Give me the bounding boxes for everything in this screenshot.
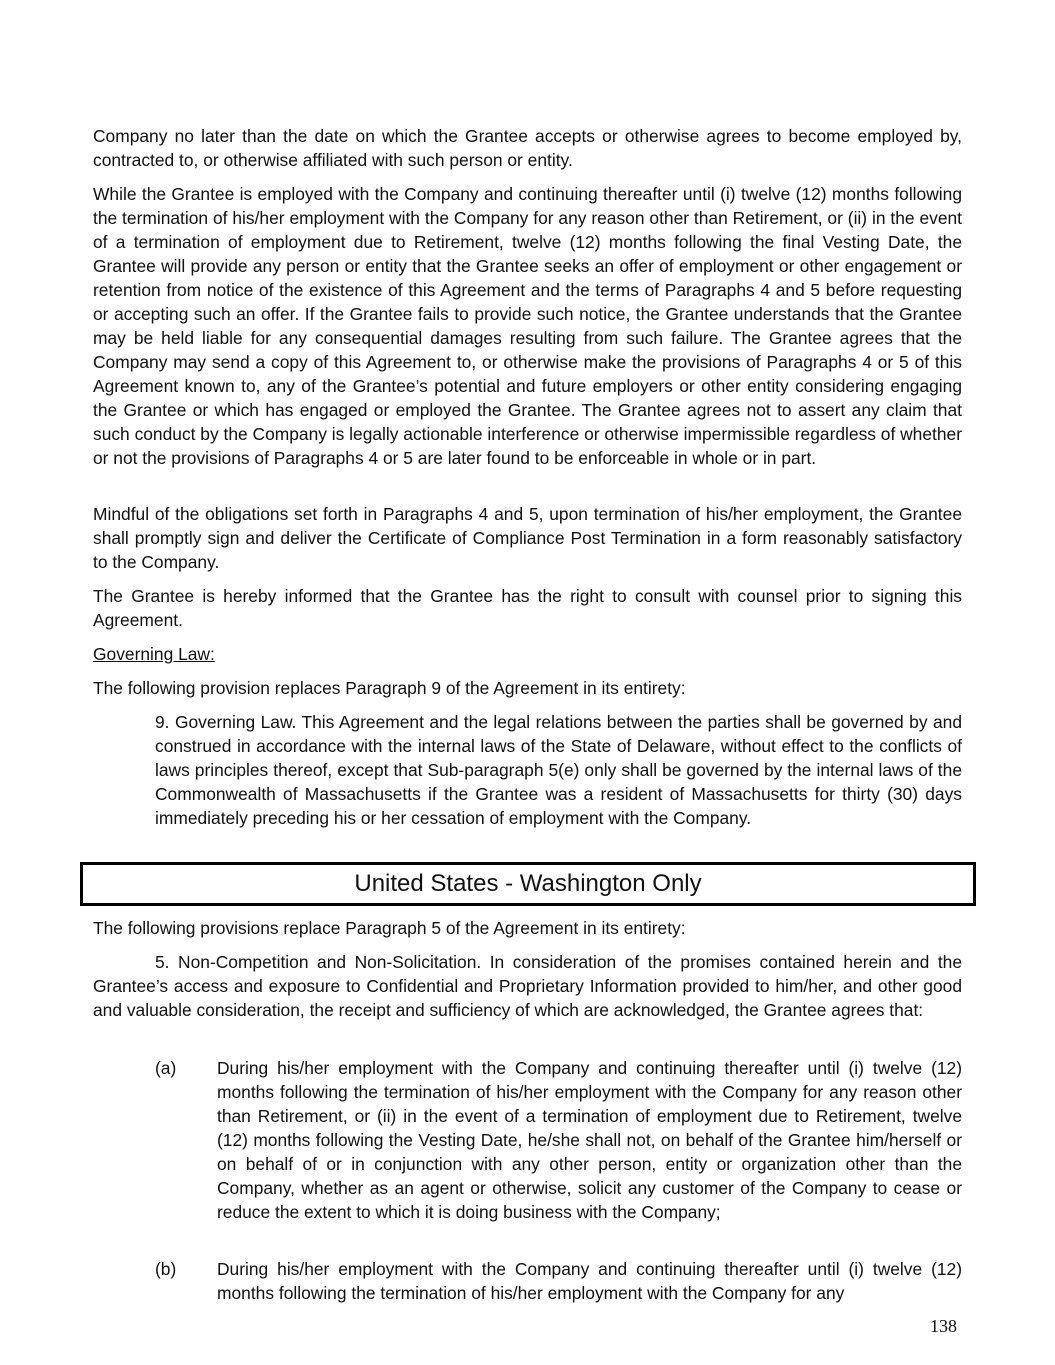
list-item-a-label: (a) — [155, 1058, 177, 1078]
paragraph-notice-obligation: While the Grantee is employed with the Company and continuing thereafter until (i) twelve (12) months following the termination of his/her employment with the Company for any reason other than Retirement, or (ii) in the event of a termination of employment due to Retirement, twelve (12) months following the final Vesting Date, the Grantee will provide any person or entity that the Grantee seeks an offer of employment or other engagement or retention from notice of the existence of this Agreement and the terms of Paragraphs 4 and 5 before requesting or accepting such an offer. If the Grantee fails to provide such notice, the Grantee understands that the Grantee may be held liable for any consequential damages resulting from such failure. The Grantee agrees that the Company may send a copy of this Agreement to, or otherwise make the provisions of Paragraphs 4 or 5 of this Agreement known to, any of the Grantee’s potential and future employers or other entity considering engaging the Grantee or which has engaged or employed the Grantee. The Grantee agrees not to assert any claim that such conduct by the Company is legally actionable interference or otherwise impermissible regardless of whether or not the provisions of Paragraphs 4 or 5 are later found to be enforceable in whole or in part. — [93, 184, 962, 468]
list-item-a-text: During his/her employment with the Company and continuing thereafter until (i) twelve (12) months following the termination of his/her employment with the Company for any reason other than Retirement, or (ii) in the event of a termination of employment due to Retirement, twelve (12) months following the Vesting Date, he/she shall not, on behalf of the Grantee him/herself or on behalf of or in conjunction with any other person, entity or organization other than the Company, whether as an agent or otherwise, solicit any customer of the Company to cease or reduce the extent to which it is doing business with the Company; — [217, 1058, 962, 1222]
paragraph-non-competition-clause: 5. Non-Competition and Non-Solicitation. In consideration of the promises contained herein and the Grantee’s access and exposure to Confidential and Proprietary Information provided to him/her, and other good and valuable consideration, the receipt and sufficiency of which are acknowledged, the Grantee agrees that: — [93, 952, 962, 1020]
section-banner-washington — [80, 862, 976, 906]
list-item-b-text: During his/her employment with the Company and continuing thereafter until (i) twelve (12) months following the termination of his/her employment with the Company for any — [217, 1259, 962, 1303]
paragraph-counsel-notice: The Grantee is hereby informed that the Grantee has the right to consult with counsel prior to signing this Agreement. — [93, 586, 962, 630]
paragraph-affiliation: Company no later than the date on which the Grantee accepts or otherwise agrees to become employed by, contracted to, or otherwise affiliated with such person or entity. — [93, 126, 962, 170]
paragraph-replaces-9: The following provision replaces Paragraph 9 of the Agreement in its entirety: — [93, 678, 686, 698]
governing-law-heading: Governing Law: — [93, 644, 215, 664]
paragraph-governing-law-clause: 9. Governing Law. This Agreement and the legal relations between the parties shall be governed by and construed in accordance with the internal laws of the State of Delaware, without effect to the conflicts of laws principles thereof, except that Sub-paragraph 5(e) only shall be governed by the internal laws of the Commonwealth of Massachusetts if the Grantee was a resident of Massachusetts for thirty (30) days immediately preceding his or her cessation of employment with the Company. — [155, 712, 962, 828]
paragraph-certificate-of-compliance: Mindful of the obligations set forth in Paragraphs 4 and 5, upon termination of his/her employment, the Grantee shall promptly sign and deliver the Certificate of Compliance Post Termination in a form reasonably satisfactory to the Company. — [93, 504, 962, 572]
page-number: 138 — [930, 1316, 957, 1336]
list-item-b-label: (b) — [155, 1259, 177, 1279]
paragraph-replaces-5: The following provisions replace Paragraph 5 of the Agreement in its entirety: — [93, 918, 686, 938]
section-banner-title: United States - Washington Only — [354, 870, 702, 897]
